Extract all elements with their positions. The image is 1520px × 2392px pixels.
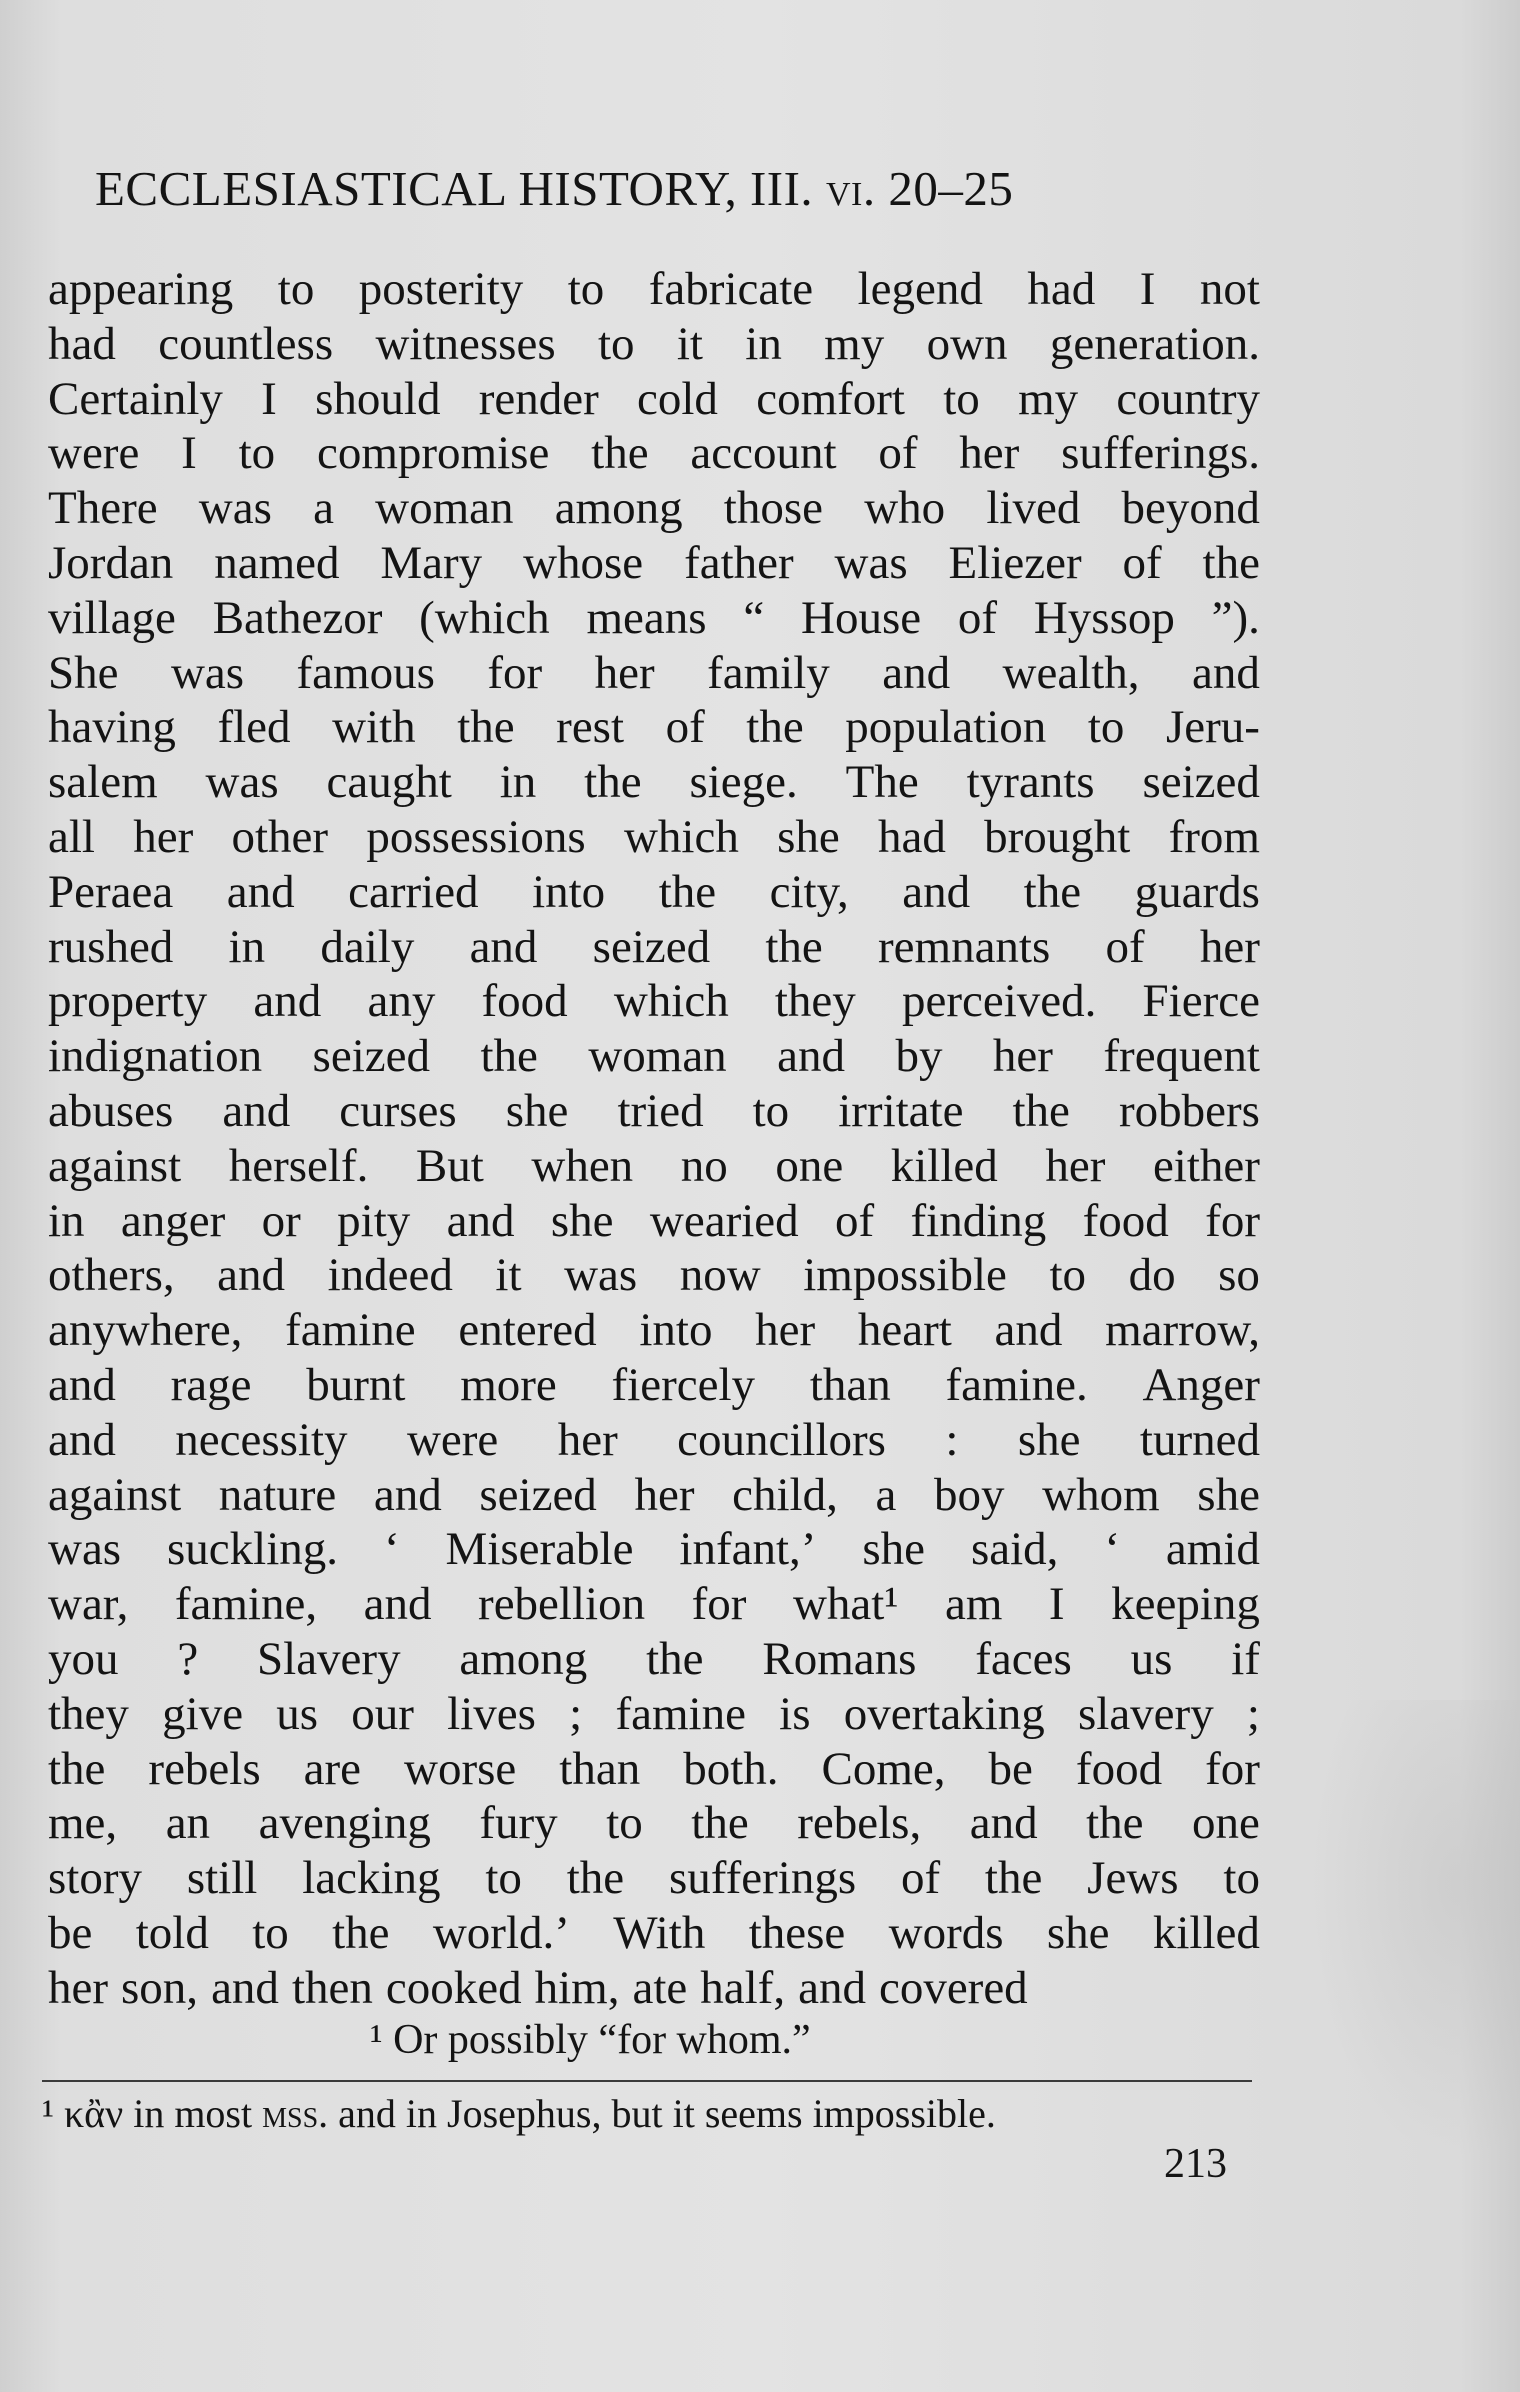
text-line: There was a woman among those who lived beyond [48,482,1260,535]
footnote-text-a: in most [133,2091,253,2136]
footnote-rule [42,2080,1252,2082]
text-line: me, an avenging fury to the rebels, and the one [48,1797,1260,1850]
text-line: others, and indeed it was now impossible to do so [48,1249,1260,1302]
footnote-abbrev: mss. [262,2091,329,2136]
show-through-bleed [1310,1700,1520,2160]
running-head [95,160,1265,217]
footnote-marker: ¹ [42,2091,54,2136]
translation-footnote: ¹ Or possibly “for whom.” [370,2017,811,2063]
page-number: 213 [1164,2141,1227,2187]
body-text [48,262,1260,2016]
text-line: they give us our lives ; famine is overtaking slavery ; [48,1687,1260,1740]
running-head-sections: 20–25 [888,161,1014,216]
text-line: property and any food which they perceived. Fierce [48,975,1260,1028]
text-line: her son, and then cooked him, ate half, and covered [48,1961,1028,2014]
text-line: and rage burnt more fiercely than famine. Anger [48,1358,1260,1411]
footnote-text-b: and in Josephus, but it seems impossible. [338,2091,996,2136]
text-line: all her other possessions which she had brought from [48,810,1260,863]
text-line: indignation seized the woman and by her frequent [48,1030,1260,1083]
text-line: the rebels are worse than both. Come, be food for [48,1742,1260,1795]
footnote-greek-word: κἂν [64,2091,124,2136]
text-line: and necessity were her councillors : she turned [48,1413,1260,1466]
text-line: was suckling. ‘ Miserable infant,’ she said, ‘ amid [48,1523,1260,1576]
running-head-title: ECCLESIASTICAL HISTORY, III. [95,161,814,216]
text-line: Jordan named Mary whose father was Eliezer of the [48,536,1260,589]
text-line: against nature and seized her child, a boy whom she [48,1468,1260,1521]
text-line: appearing to posterity to fabricate legend had I not [48,263,1260,315]
text-line: were I to compromise the account of her sufferings. [48,427,1260,480]
text-line: be told to the world.’ With these words she killed [48,1906,1260,1959]
text-line: anywhere, famine entered into her heart and marrow, [48,1304,1260,1357]
text-line: rushed in daily and seized the remnants of her [48,920,1260,973]
text-line: you ? Slavery among the Romans faces us if [48,1632,1260,1685]
running-head-book: vi. [825,161,876,216]
text-line: in anger or pity and she wearied of finding food for [48,1194,1260,1247]
text-line: having fled with the rest of the population to Jeru- [48,701,1260,754]
text-line: against herself. But when no one killed her either [48,1139,1260,1192]
text-line: village Bathezor (which means “ House of Hyssop ”). [48,591,1260,644]
text-line: Certainly I should render cold comfort to my country [48,372,1260,425]
text-line: story still lacking to the sufferings of the Jews to [48,1852,1260,1905]
text-line: war, famine, and rebellion for what¹ am I keeping [48,1578,1260,1631]
text-line: had countless witnesses to it in my own generation. [48,317,1260,370]
text-line: abuses and curses she tried to irritate the robbers [48,1084,1260,1137]
text-line: She was famous for her family and wealth, and [48,646,1260,699]
text-line: salem was caught in the siege. The tyrants seized [48,756,1260,809]
greek-text-footnote [42,2090,996,2137]
text-line: Peraea and carried into the city, and the guards [48,865,1260,918]
